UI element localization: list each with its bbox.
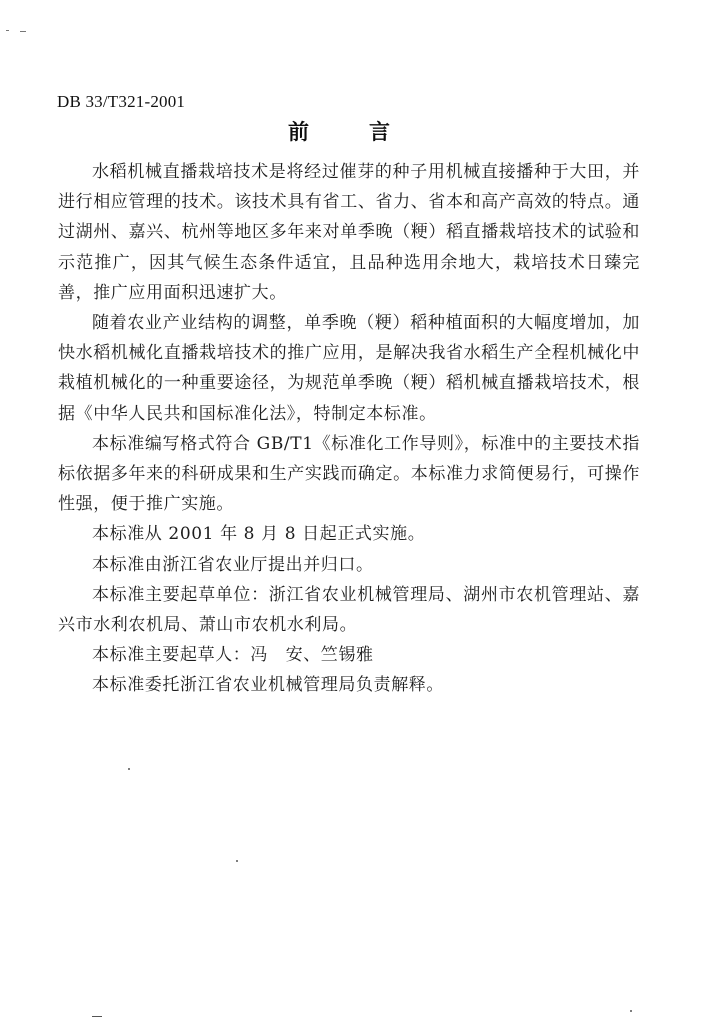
scan-speck xyxy=(128,768,130,770)
scan-mark xyxy=(6,30,9,31)
scan-speck xyxy=(630,1010,632,1012)
paragraph-format: 本标准编写格式符合 GB/T1《标准化工作导则》，标准中的主要技术指标依据多年来的科研成果和生产实践而确定。本标准力求简便易行，可操作性强，便于推广实施。 xyxy=(58,433,640,515)
preface-heading: 前言 xyxy=(288,119,450,144)
paragraph-interpretation: 本标准委托浙江省农业机械管理局负责解释。 xyxy=(92,675,444,696)
scan-mark xyxy=(20,31,26,32)
preface-body xyxy=(58,157,640,701)
scan-speck xyxy=(236,860,238,862)
paragraph-drafters: 本标准主要起草人：冯 安、竺锡雅 xyxy=(92,645,374,666)
scan-speck xyxy=(92,1016,102,1017)
document-code: DB 33/T321-2001 xyxy=(57,92,186,111)
paragraph-proposer: 本标准由浙江省农业厅提出并归口。 xyxy=(92,554,374,575)
paragraph-effective-date: 本标准从 2001 年 8 月 8 日起正式实施。 xyxy=(92,524,426,545)
paragraph-background: 随着农业产业结构的调整，单季晚（粳）稻种植面积的大幅度增加，加快水稻机械化直播栽培技术的推广应用，是解决我省水稻生产全程机械化中栽植机械化的一种重要途径，为规范单季晚（粳）稻机械直播栽培技术，根据《中华人民共和国标准化法》，特制定本标准。 xyxy=(58,313,640,424)
paragraph-drafting-units: 本标准主要起草单位：浙江省农业机械管理局、湖州市农机管理站、嘉兴市水利农机局、萧山市农机水利局。 xyxy=(58,584,640,636)
paragraph-intro: 水稻机械直播栽培技术是将经过催芽的种子用机械直接播种于大田，并进行相应管理的技术。该技术具有省工、省力、省本和高产高效的特点。通过湖州、嘉兴、杭州等地区多年来对单季晚（粳）稻直播栽培技术的试验和示范推广，因其气候生态条件适宜，且品种选用余地大，栽培技术日臻完善，推广应用面积迅速扩大。 xyxy=(58,162,640,303)
